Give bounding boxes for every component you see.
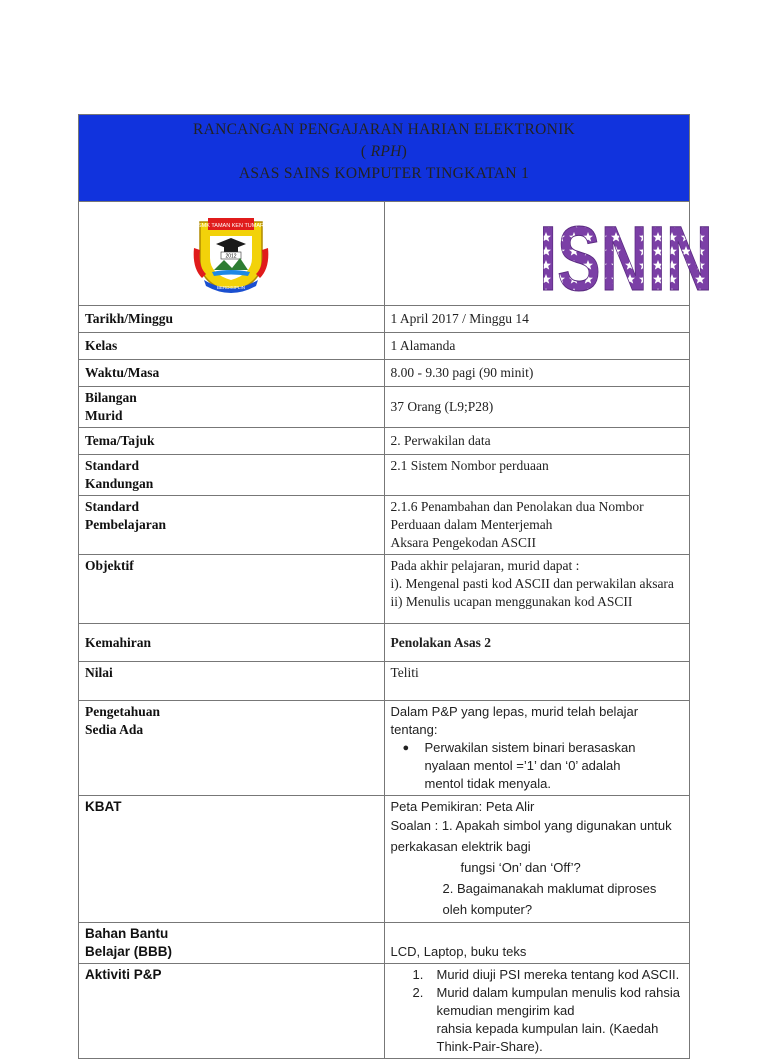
- header-title: RANCANGAN PENGAJARAN HARIAN ELEKTRONIK: [85, 119, 683, 141]
- value-standard-kandungan: 2.1 Sistem Nombor perduaan: [384, 455, 690, 496]
- rph-close: ): [402, 143, 407, 160]
- objektif-line-2: i). Mengenal pasti kod ASCII dan perwakilan aksara: [391, 575, 684, 593]
- kbat-line-2: Soalan : 1. Apakah simbol yang digunakan untuk perkakasan elektrik bagi: [391, 815, 684, 857]
- label-aktiviti: Aktiviti P&P: [79, 964, 385, 1059]
- row-kemahiran: [79, 624, 690, 662]
- label-ps-1: Pengetahuan: [85, 703, 378, 721]
- row-waktu: [79, 360, 690, 387]
- label-ps-2: Sedia Ada: [85, 721, 378, 739]
- label-sp-2: Pembelajaran: [85, 516, 378, 534]
- label-kelas: Kelas: [79, 333, 385, 360]
- label-sk-2: Kandungan: [85, 475, 378, 493]
- bullet-line-1: ● Perwakilan sistem binari berasaskan nyalaan mentol =’1’ dan ‘0’ adalah: [425, 739, 684, 775]
- list-item: [437, 984, 684, 1056]
- label-kbat: KBAT: [79, 796, 385, 923]
- sp-line-2: Aksara Pengekodan ASCII: [391, 534, 684, 552]
- label-pengetahuan: [79, 701, 385, 796]
- crest-ribbon-text: BERDISIPLIN: [217, 285, 245, 290]
- row-bahan: [79, 923, 690, 964]
- label-bilangan-1: Bilangan: [85, 389, 378, 407]
- label-sk-1: Standard: [85, 457, 378, 475]
- label-standard-kandungan: [79, 455, 385, 496]
- pengetahuan-list: [391, 739, 684, 793]
- aktiviti-item-1: Murid diuji PSI mereka tentang kod ASCII.: [437, 966, 684, 984]
- label-bahan-2: Belajar (BBB): [85, 943, 378, 961]
- rph-open: (: [361, 143, 371, 160]
- value-aktiviti: [384, 964, 690, 1059]
- bullet-line-2: mentol tidak menyala.: [425, 775, 684, 793]
- label-tarikh: Tarikh/Minggu: [79, 306, 385, 333]
- aktiviti-item-2-line-2: rahsia kepada kumpulan lain. (Kaedah Think-Pair-Share).: [437, 1020, 684, 1056]
- row-nilai: [79, 662, 690, 701]
- row-standard-pembelajaran: [79, 496, 690, 555]
- label-standard-pembelajaran: [79, 496, 385, 555]
- value-objektif: [384, 555, 690, 624]
- rph-table: [78, 114, 690, 1059]
- kbat-line-3: fungsi ‘On’ dan ‘Off’?: [391, 857, 684, 878]
- value-waktu: 8.00 - 9.30 pagi (90 minit): [384, 360, 690, 387]
- value-bahan: LCD, Laptop, buku teks: [384, 923, 690, 964]
- objektif-line-1: Pada akhir pelajaran, murid dapat :: [391, 557, 684, 575]
- kbat-line-1: Peta Pemikiran: Peta Alir: [391, 798, 684, 815]
- day-banner: [385, 202, 768, 300]
- label-sp-1: Standard: [85, 498, 378, 516]
- value-kbat: [384, 796, 690, 923]
- value-bilangan: 37 Orang (L9;P28): [384, 387, 690, 428]
- objektif-line-3: ii) Menulis ucapan menggunakan kod ASCII: [391, 593, 684, 611]
- logo-cell: [79, 202, 385, 306]
- kbat-line-4: 2. Bagaimanakah maklumat diproses oleh komputer?: [391, 878, 684, 920]
- header-row: [79, 115, 690, 202]
- value-kemahiran: Penolakan Asas 2: [384, 624, 690, 662]
- day-cell: [384, 202, 690, 306]
- row-kelas: [79, 333, 690, 360]
- value-kelas: 1 Alamanda: [384, 333, 690, 360]
- row-kbat: [79, 796, 690, 923]
- header-cell: [79, 115, 690, 202]
- school-crest-icon: [188, 208, 274, 294]
- value-pengetahuan: [384, 701, 690, 796]
- pengetahuan-intro: Dalam P&P yang lepas, murid telah belajar tentang:: [391, 703, 684, 739]
- sp-line-1: 2.1.6 Penambahan dan Penolakan dua Nombor Perduaan dalam Menterjemah: [391, 498, 684, 534]
- crest-year: 2012: [226, 254, 237, 260]
- header-subject: ASAS SAINS KOMPUTER TINGKATAN 1: [85, 163, 683, 185]
- aktiviti-num-1: 1.: [413, 966, 424, 984]
- value-nilai: Teliti: [384, 662, 690, 701]
- day-label: ISNIN: [539, 208, 713, 300]
- label-waktu: Waktu/Masa: [79, 360, 385, 387]
- crest-banner-text: SMK TAMAN KEN TUMAR: [198, 223, 264, 229]
- logo-row: [79, 202, 690, 306]
- row-pengetahuan: [79, 701, 690, 796]
- aktiviti-item-2-line-1: Murid dalam kumpulan menulis kod rahsia kemudian mengirim kad: [437, 984, 684, 1020]
- list-item: [437, 966, 684, 984]
- label-nilai: Nilai: [79, 662, 385, 701]
- value-standard-pembelajaran: [384, 496, 690, 555]
- list-item: [425, 739, 684, 793]
- rph-abbrev: RPH: [371, 143, 402, 160]
- label-kemahiran: Kemahiran: [79, 624, 385, 662]
- row-bilangan: [79, 387, 690, 428]
- label-bilangan: [79, 387, 385, 428]
- label-bilangan-2: Murid: [85, 407, 378, 425]
- aktiviti-list: [391, 966, 684, 1056]
- label-objektif: Objektif: [79, 555, 385, 624]
- row-objektif: [79, 555, 690, 624]
- row-aktiviti: [79, 964, 690, 1059]
- header-rph: [85, 141, 683, 163]
- row-standard-kandungan: [79, 455, 690, 496]
- rph-document: [78, 114, 690, 1059]
- value-tema: 2. Perwakilan data: [384, 428, 690, 455]
- label-bahan: [79, 923, 385, 964]
- aktiviti-num-2: 2.: [413, 984, 424, 1002]
- row-tema: [79, 428, 690, 455]
- label-bahan-1: Bahan Bantu: [85, 925, 378, 943]
- row-tarikh: [79, 306, 690, 333]
- value-tarikh: 1 April 2017 / Minggu 14: [384, 306, 690, 333]
- label-tema: Tema/Tajuk: [79, 428, 385, 455]
